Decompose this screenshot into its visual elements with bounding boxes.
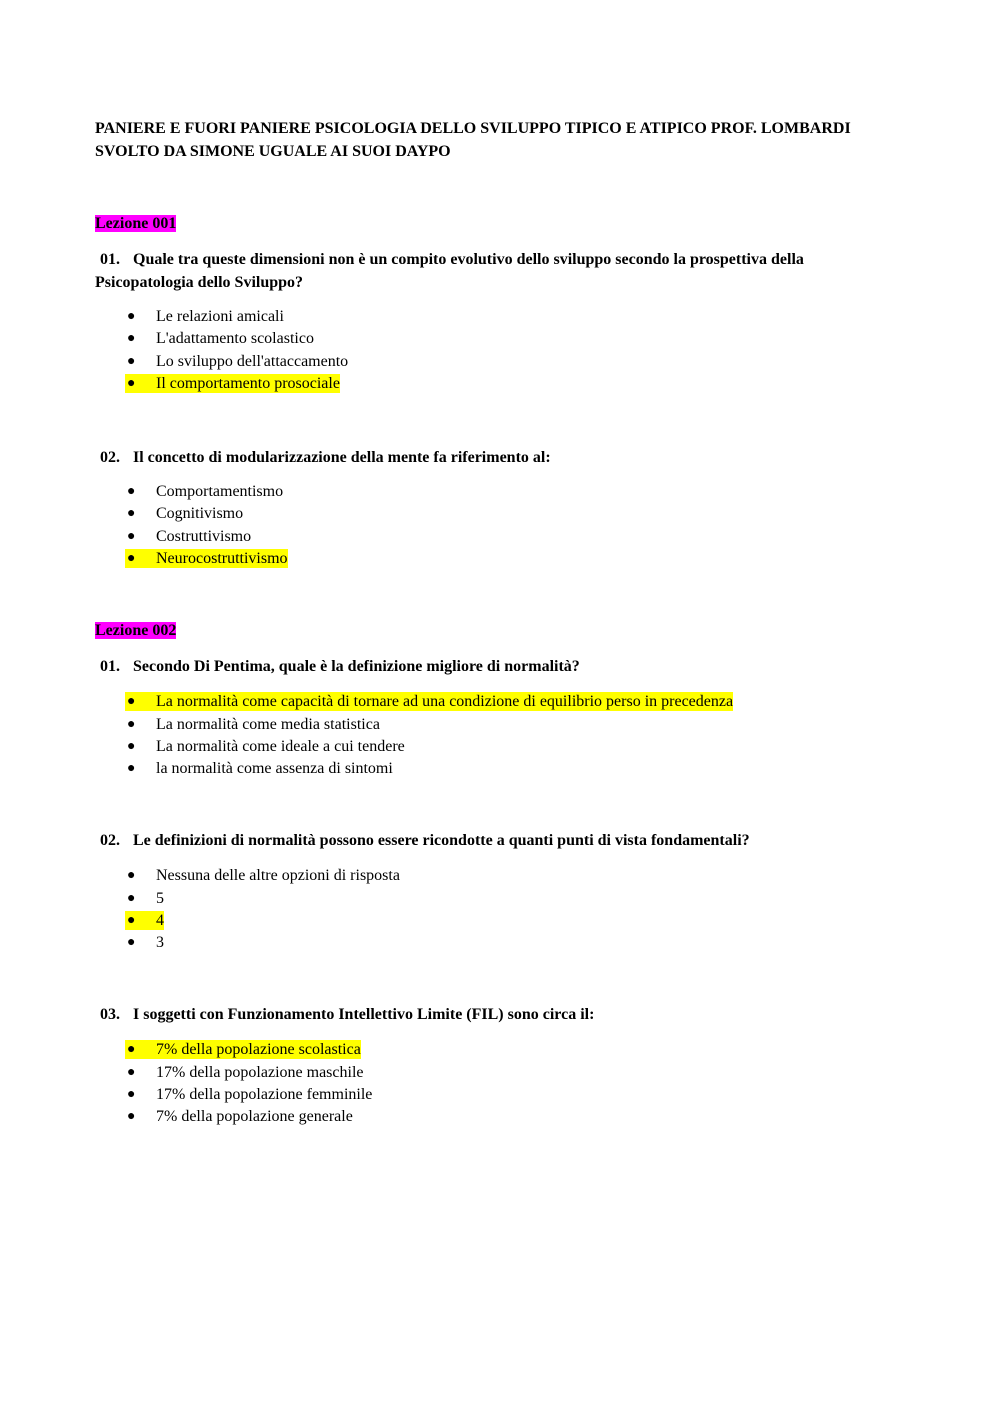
- lesson-heading-002: [95, 620, 905, 642]
- answer-item: [95, 328, 905, 350]
- question-l2-q3: [95, 1004, 905, 1027]
- answer-text: L'adattamento scolastico: [156, 330, 314, 348]
- bullet-icon: ●: [127, 353, 136, 369]
- bullet-icon: ●: [127, 716, 136, 732]
- question-l2-q2: [95, 830, 905, 853]
- answer-list-l1-q2: [95, 481, 905, 571]
- lesson-label: Lezione 002: [95, 621, 177, 639]
- question-l1-q1: [95, 249, 905, 294]
- answer-item-correct: [95, 1039, 905, 1061]
- question-text-line-1: I soggetti con Funzionamento Intellettivo Limite (FIL) sono circa il:: [133, 1005, 595, 1023]
- bullet-icon: ●: [127, 738, 136, 754]
- bullet-icon: ●: [127, 506, 136, 522]
- answer-text: La normalità come capacità di tornare ad una condizione di equilibrio perso in precedenza: [156, 693, 734, 711]
- document-title: [95, 118, 905, 163]
- question-text-line-2: Psicopatologia dello Sviluppo?: [95, 273, 304, 291]
- answer-item: [95, 351, 905, 373]
- answer-text: Neurocostruttivismo: [156, 550, 288, 568]
- answer-item: [95, 481, 905, 503]
- bullet-icon: ●: [127, 868, 136, 884]
- answer-item: [95, 888, 905, 910]
- answer-item: [95, 714, 905, 736]
- answer-item: [95, 1062, 905, 1084]
- answer-text: 4: [156, 911, 164, 929]
- answer-item-correct: [95, 691, 905, 713]
- bullet-icon: ●: [127, 694, 136, 710]
- answer-text: 5: [156, 889, 164, 907]
- answer-list-l1-q1: [95, 306, 905, 396]
- answer-text: Lo sviluppo dell'attaccamento: [156, 352, 349, 370]
- question-number: 01.: [100, 657, 120, 675]
- answer-text: Nessuna delle altre opzioni di risposta: [156, 867, 400, 885]
- bullet-icon: ●: [127, 484, 136, 500]
- question-text-line-1: Le definizioni di normalità possono essere ricondotte a quanti punti di vista fondamentali?: [133, 831, 750, 849]
- bullet-icon: ●: [127, 890, 136, 906]
- answer-item: [95, 758, 905, 780]
- bullet-icon: ●: [127, 376, 136, 392]
- bullet-icon: ●: [127, 551, 136, 567]
- lesson-heading-001: [95, 213, 905, 235]
- document-title-line-2: SVOLTO DA SIMONE UGUALE AI SUOI DAYPO: [95, 142, 451, 160]
- document-page: [95, 118, 905, 1129]
- answer-text: Le relazioni amicali: [156, 308, 284, 325]
- bullet-icon: ●: [127, 528, 136, 544]
- answer-text: 17% della popolazione femminile: [156, 1086, 373, 1104]
- answer-text: 7% della popolazione generale: [156, 1108, 353, 1126]
- lesson-label: Lezione 001: [95, 215, 177, 232]
- bullet-icon: ●: [127, 761, 136, 777]
- answer-item-correct: [95, 548, 905, 570]
- bullet-icon: ●: [127, 1042, 136, 1058]
- question-number: 02.: [100, 831, 120, 849]
- answer-text: 3: [156, 934, 164, 952]
- question-l1-q2: [95, 447, 905, 470]
- bullet-icon: ●: [127, 1109, 136, 1125]
- answer-item: [95, 865, 905, 887]
- answer-text: 17% della popolazione maschile: [156, 1063, 364, 1081]
- answer-text: Cognitivismo: [156, 505, 244, 523]
- question-number: 03.: [100, 1005, 120, 1023]
- answer-list-l2-q2: [95, 865, 905, 955]
- answer-text: la normalità come assenza di sintomi: [156, 760, 393, 778]
- question-text-line-1: Il concetto di modularizzazione della mente fa riferimento al:: [133, 448, 551, 466]
- question-l2-q1: [95, 656, 905, 679]
- bullet-icon: ●: [127, 935, 136, 951]
- answer-text: 7% della popolazione scolastica: [156, 1041, 361, 1059]
- answer-item-correct: [95, 910, 905, 932]
- bullet-icon: ●: [127, 912, 136, 928]
- answer-list-l2-q1: [95, 691, 905, 781]
- answer-item-correct: [95, 373, 905, 395]
- question-number: 01.: [100, 251, 120, 268]
- answer-item: [95, 526, 905, 548]
- document-title-line-1: PANIERE E FUORI PANIERE PSICOLOGIA DELLO SVILUPPO TIPICO E ATIPICO PROF. LOMBARDI: [95, 120, 851, 137]
- answer-item: [95, 1084, 905, 1106]
- answer-text: La normalità come media statistica: [156, 715, 380, 733]
- answer-item: [95, 932, 905, 954]
- question-number: 02.: [100, 448, 120, 466]
- question-text-line-1: Quale tra queste dimensioni non è un compito evolutivo dello sviluppo secondo la prospettiva della: [133, 251, 804, 268]
- question-text-line-1: Secondo Di Pentima, quale è la definizione migliore di normalità?: [133, 657, 580, 675]
- bullet-icon: ●: [127, 309, 136, 324]
- answer-list-l2-q3: [95, 1039, 905, 1129]
- answer-text: La normalità come ideale a cui tendere: [156, 737, 405, 755]
- answer-text: Costruttivismo: [156, 527, 252, 545]
- answer-item: [95, 736, 905, 758]
- bullet-icon: ●: [127, 1064, 136, 1080]
- answer-item: [95, 1106, 905, 1128]
- answer-item: [95, 306, 905, 328]
- answer-text: Comportamentismo: [156, 483, 284, 501]
- bullet-icon: ●: [127, 331, 136, 347]
- bullet-icon: ●: [127, 1087, 136, 1103]
- answer-text: Il comportamento prosociale: [156, 375, 340, 393]
- answer-item: [95, 503, 905, 525]
